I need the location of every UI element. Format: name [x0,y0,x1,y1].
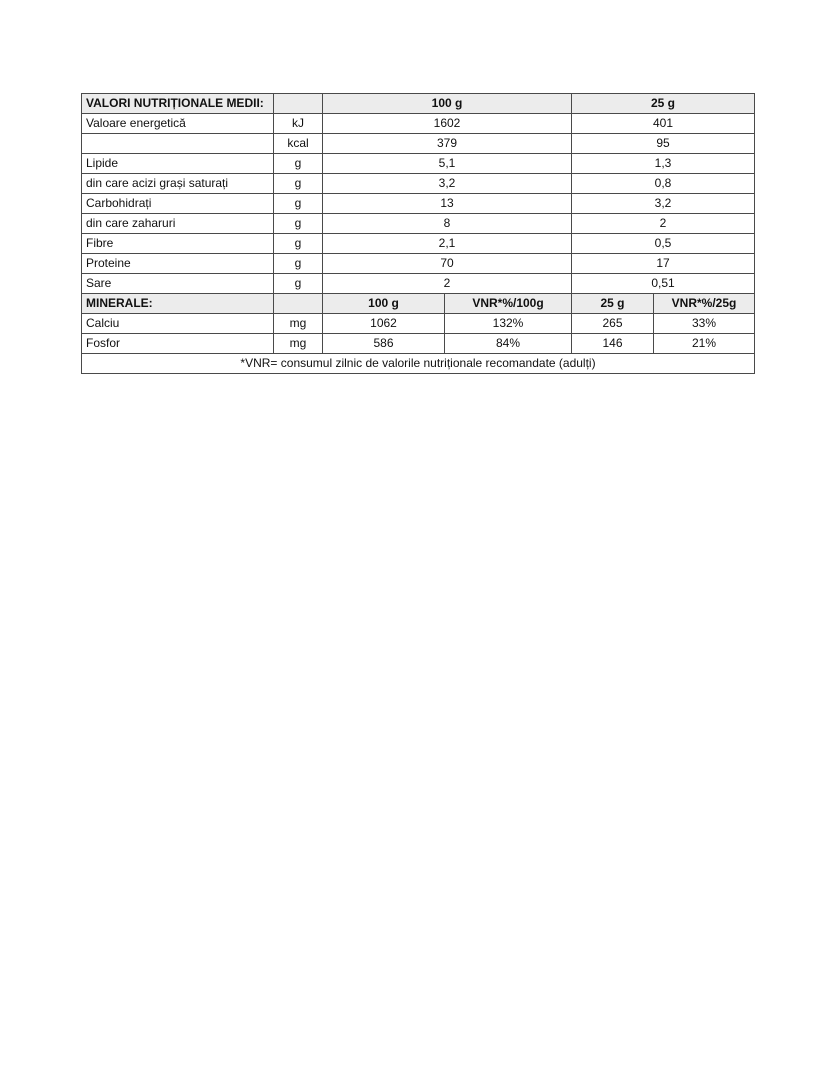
nutrient-name: Proteine [82,254,274,274]
mineral-unit: mg [274,314,323,334]
nutrient-name [82,134,274,154]
nutrient-value-25g: 0,8 [572,174,755,194]
mineral-name: Calciu [82,314,274,334]
nutrient-unit: g [274,194,323,214]
table-row [82,234,755,254]
table-row [82,334,755,354]
nutrient-unit: kcal [274,134,323,154]
minerals-header-row [82,294,755,314]
mineral-value-25g: 265 [572,314,654,334]
nutrition-table [81,93,755,374]
nutrient-name: Sare [82,274,274,294]
mineral-value-100g: 1062 [323,314,445,334]
nutrient-name: Fibre [82,234,274,254]
nutrient-value-100g: 70 [323,254,572,274]
nutrient-value-25g: 401 [572,114,755,134]
nutrient-value-100g: 379 [323,134,572,154]
table-row [82,254,755,274]
minerals-col-vnr-25g: VNR*%/25g [654,294,755,314]
minerals-col-100g: 100 g [323,294,445,314]
table-row [82,274,755,294]
table-row [82,154,755,174]
nutrient-value-25g: 0,5 [572,234,755,254]
nutrient-value-25g: 95 [572,134,755,154]
minerals-col-25g: 25 g [572,294,654,314]
mineral-vnr-25g: 33% [654,314,755,334]
nutrient-name: Lipide [82,154,274,174]
nutrient-value-25g: 2 [572,214,755,234]
nutrient-value-100g: 2 [323,274,572,294]
header-col-100g: 100 g [323,94,572,114]
nutrient-name: din care acizi grași saturați [82,174,274,194]
mineral-value-25g: 146 [572,334,654,354]
table-row [82,214,755,234]
footnote: *VNR= consumul zilnic de valorile nutriționale recomandate (adulți) [82,354,755,374]
nutrient-unit: g [274,174,323,194]
nutrient-value-25g: 3,2 [572,194,755,214]
mineral-vnr-25g: 21% [654,334,755,354]
nutrient-value-100g: 1602 [323,114,572,134]
table-row [82,194,755,214]
nutrient-unit: g [274,234,323,254]
nutrient-name: Valoare energetică [82,114,274,134]
mineral-vnr-100g: 84% [445,334,572,354]
nutrient-value-100g: 5,1 [323,154,572,174]
footnote-row [82,354,755,374]
table-row [82,174,755,194]
table-row [82,134,755,154]
minerals-col-vnr-100g: VNR*%/100g [445,294,572,314]
nutrient-unit: g [274,274,323,294]
nutrient-name: din care zaharuri [82,214,274,234]
nutrient-value-100g: 13 [323,194,572,214]
nutrient-value-100g: 3,2 [323,174,572,194]
header-title: VALORI NUTRIȚIONALE MEDII: [82,94,274,114]
mineral-unit: mg [274,334,323,354]
mineral-name: Fosfor [82,334,274,354]
nutrient-unit: g [274,214,323,234]
nutrient-unit: kJ [274,114,323,134]
header-unit-cell [274,94,323,114]
nutrient-value-100g: 2,1 [323,234,572,254]
minerals-unit-cell [274,294,323,314]
nutrient-value-25g: 1,3 [572,154,755,174]
nutrient-value-100g: 8 [323,214,572,234]
nutrient-unit: g [274,154,323,174]
nutrient-value-25g: 17 [572,254,755,274]
table-row [82,314,755,334]
minerals-title: MINERALE: [82,294,274,314]
nutrient-value-25g: 0,51 [572,274,755,294]
table-row [82,114,755,134]
nutrient-unit: g [274,254,323,274]
nutrient-name: Carbohidrați [82,194,274,214]
header-col-25g: 25 g [572,94,755,114]
mineral-vnr-100g: 132% [445,314,572,334]
mineral-value-100g: 586 [323,334,445,354]
table-header-row [82,94,755,114]
